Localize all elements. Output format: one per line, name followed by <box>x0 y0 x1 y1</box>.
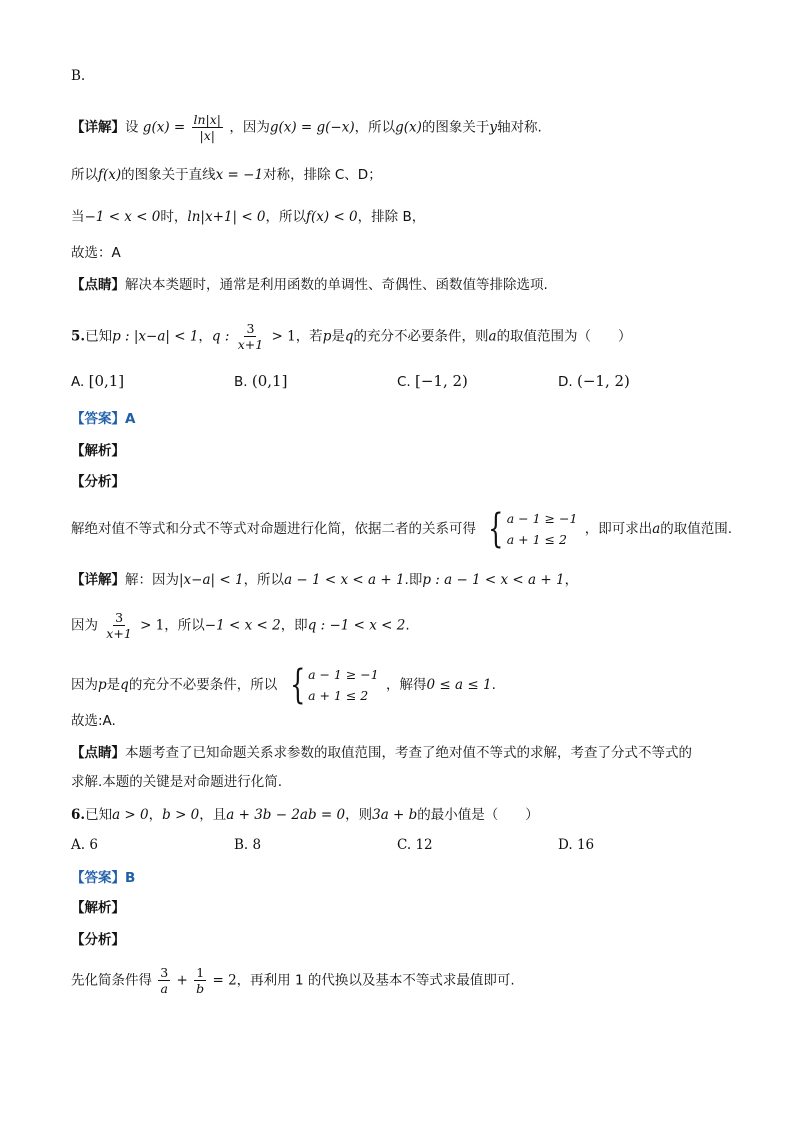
q5-detail-1: 【详解】解：因为|x−a| < 1，所以a − 1 < x < a + 1.即p : a − 1 < x < a + 1， <box>71 572 579 588</box>
note-line: 【点睛】解决本类题时，通常是利用函数的单调性、奇偶性、函数值等排除选项. <box>71 277 548 293</box>
detail-line-1: 【详解】设 g(x) = $\frac{\ln|x|}{|x|}$ ，因为g(x) = g(−x)，所以g(x)的图象关于y轴对称. <box>71 112 542 143</box>
q6-fenxi: 【分析】 <box>71 932 125 948</box>
detail-line-3: 当−1 < x < 0时，ln|x+1| < 0，所以f(x) < 0，排除 B， <box>71 209 426 225</box>
fraction-3-over-a: $\frac{3}{a}$ <box>160 965 169 996</box>
question-5: 5.已知p : |x−a| < 1，q : $\frac{3}{x+1}$ > 1，若p是q的充分不必要条件，则a的取值范围为（ ） <box>71 321 632 352</box>
q6-answer: 【答案】B <box>71 870 136 886</box>
q5-jiexi: 【解析】 <box>71 443 125 459</box>
q6-option-c: C. 12 <box>397 837 433 853</box>
fraction-ln: $\frac{\ln|x|}{|x|}$ <box>193 112 222 143</box>
detail-line-2: 所以f(x)的图象关于直线x = −1对称，排除 C、D； <box>71 167 382 183</box>
q5-note-2: 求解.本题的关键是对命题进行化简. <box>71 774 283 790</box>
q5-option-c: C. [−1, 2) <box>397 372 468 390</box>
inequality-system: { a − 1 ≥ −1 a + 1 ≤ 2 <box>488 506 578 552</box>
q6-jiexi: 【解析】 <box>71 900 125 916</box>
inequality-system-detail: { a − 1 ≥ −1 a + 1 ≤ 2 <box>289 662 379 708</box>
q6-option-d: D. 16 <box>558 837 595 853</box>
fraction-3-over-x1-detail: $\frac{3}{x+1}$ <box>106 610 132 641</box>
fraction-1-over-b: $\frac{1}{b}$ <box>196 965 205 996</box>
q5-option-b: B. (0,1] <box>234 372 288 390</box>
q6-option-a: A. 6 <box>71 837 98 853</box>
q5-answer: 【答案】A <box>71 411 136 427</box>
q5-option-d: D. (−1, 2) <box>558 372 630 390</box>
q5-note-1: 【点睛】本题考查了已知命题关系求参数的取值范围，考查了绝对值不等式的求解，考查了分式不等式的 <box>71 745 692 761</box>
q5-option-a: A. [0,1] <box>71 372 125 390</box>
q5-fenxi: 【分析】 <box>71 474 125 490</box>
q5-detail-2: 因为 $\frac{3}{x+1}$ > 1，所以−1 < x < 2，即q : −1 < x < 2. <box>71 610 410 641</box>
answer-letter: B. <box>71 68 86 84</box>
q6-option-b: B. 8 <box>234 837 262 853</box>
q5-detail-3: 因为p是q的充分不必要条件，所以 { a − 1 ≥ −1 a + 1 ≤ 2 ，解得0 ≤ a ≤ 1. <box>71 662 496 708</box>
q5-analysis: 解绝对值不等式和分式不等式对命题进行化简，依据二者的关系可得 { a − 1 ≥ −1 a + 1 ≤ 2 ，即可求出a的取值范围. <box>71 506 733 552</box>
q5-conclusion: 故选:A. <box>71 713 116 729</box>
fraction-3-over-x1: $\frac{3}{x+1}$ <box>237 321 264 352</box>
question-6: 6.已知a > 0，b > 0，且a + 3b − 2ab = 0，则3a + b的最小值是（ ） <box>71 807 539 823</box>
conclusion-line: 故选：A <box>71 245 121 261</box>
q6-analysis: 先化简条件得 $\frac{3}{a}$ + $\frac{1}{b}$ = 2，再利用 1 的代换以及基本不等式求最值即可. <box>71 965 515 996</box>
